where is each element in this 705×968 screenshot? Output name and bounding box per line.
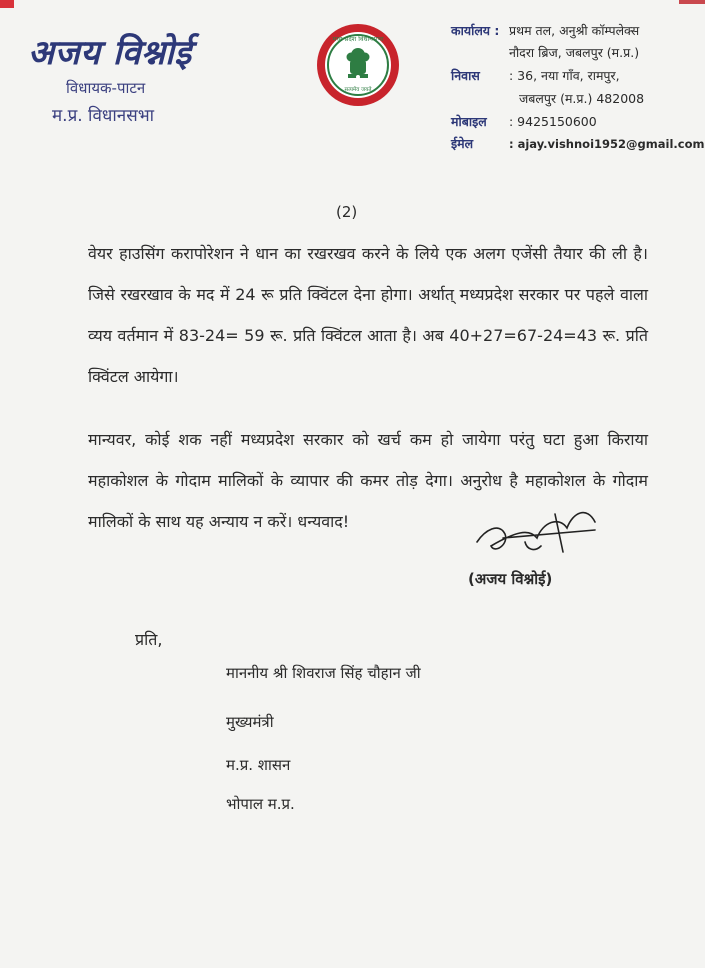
residence-row <box>451 67 620 84</box>
addressee-name: माननीय श्री शिवराज सिंह चौहान जी <box>226 664 421 682</box>
office-label: कार्यालय : <box>451 23 500 38</box>
body-paragraph-1 <box>48 233 648 397</box>
email-value: : ajay.vishnoi1952@gmail.com <box>509 137 705 151</box>
page-number: (2) <box>336 203 358 221</box>
letterhead-name: अजय विश्नोई <box>28 33 192 73</box>
paragraph-1-text: वेयर हाउसिंग करापोरेशन ने धान का रखरखव करने के लिये एक अलग एजेंसी तैयार की ली है। जिसे रखरखाव के मद में 24 रू प्रति क्विंटल देना होगा। अर्थात् मध्यप्रदेश सरकार पर पहले वाला व्यय वर्तमान में 83-24= 59 रू. प्रति क्विंटल आता है। अब 40+27=67-24=43 रू. प्रति क्विंटल आयेगा। <box>88 244 648 386</box>
letterhead-designation: विधायक-पाटन <box>66 79 146 97</box>
signatory-name: (अजय विश्नोई) <box>468 570 553 588</box>
mobile-value: : 9425150600 <box>509 114 597 129</box>
addressee-government: म.प्र. शासन <box>226 756 291 774</box>
edge-mark <box>0 0 14 8</box>
residence-label: निवास <box>451 68 480 83</box>
edge-mark <box>679 0 705 4</box>
office-address-line1: प्रथम तल, अनुश्री कॉम्पलेक्स <box>509 23 640 38</box>
residence-address-line1: : 36, नया गाँव, रामपुर, <box>509 68 620 83</box>
mobile-label: मोबाइल <box>451 114 487 129</box>
email-row <box>451 135 704 152</box>
paragraph-2-text: मान्यवर, कोई शक नहीं मध्यप्रदेश सरकार को खर्च कम हो जायेगा परंतु घटा हुआ किराया महाकोशल के गोदाम मालिकों के व्यापार की कमर तोड़ देगा। अनुरोध है महाकोशल के गोदाम मालिकों के साथ यह अन्याय न करें। धन्यवाद! <box>88 430 648 531</box>
office-address-line2-text: नौदरा ब्रिज, जबलपुर (म.प्र.) <box>509 45 640 60</box>
email-label: ईमेल <box>451 136 474 151</box>
office-address-line2 <box>509 44 639 61</box>
signature <box>455 492 615 572</box>
to-label: प्रति, <box>135 630 163 649</box>
addressee-city: भोपाल म.प्र. <box>226 795 295 813</box>
letterhead-assembly: म.प्र. विधानसभा <box>52 106 155 126</box>
office-row <box>451 22 639 39</box>
residence-address-line2 <box>519 90 644 107</box>
emblem-text-top: मध्य प्रदेश विधानसभा <box>332 35 384 43</box>
emblem-seal <box>315 22 401 108</box>
mobile-row <box>451 113 597 130</box>
addressee-designation: मुख्यमंत्री <box>226 713 274 731</box>
residence-address-line2-text: जबलपुर (म.प्र.) 482008 <box>519 91 645 106</box>
emblem-motto: सत्यमेव जयते <box>344 87 372 93</box>
